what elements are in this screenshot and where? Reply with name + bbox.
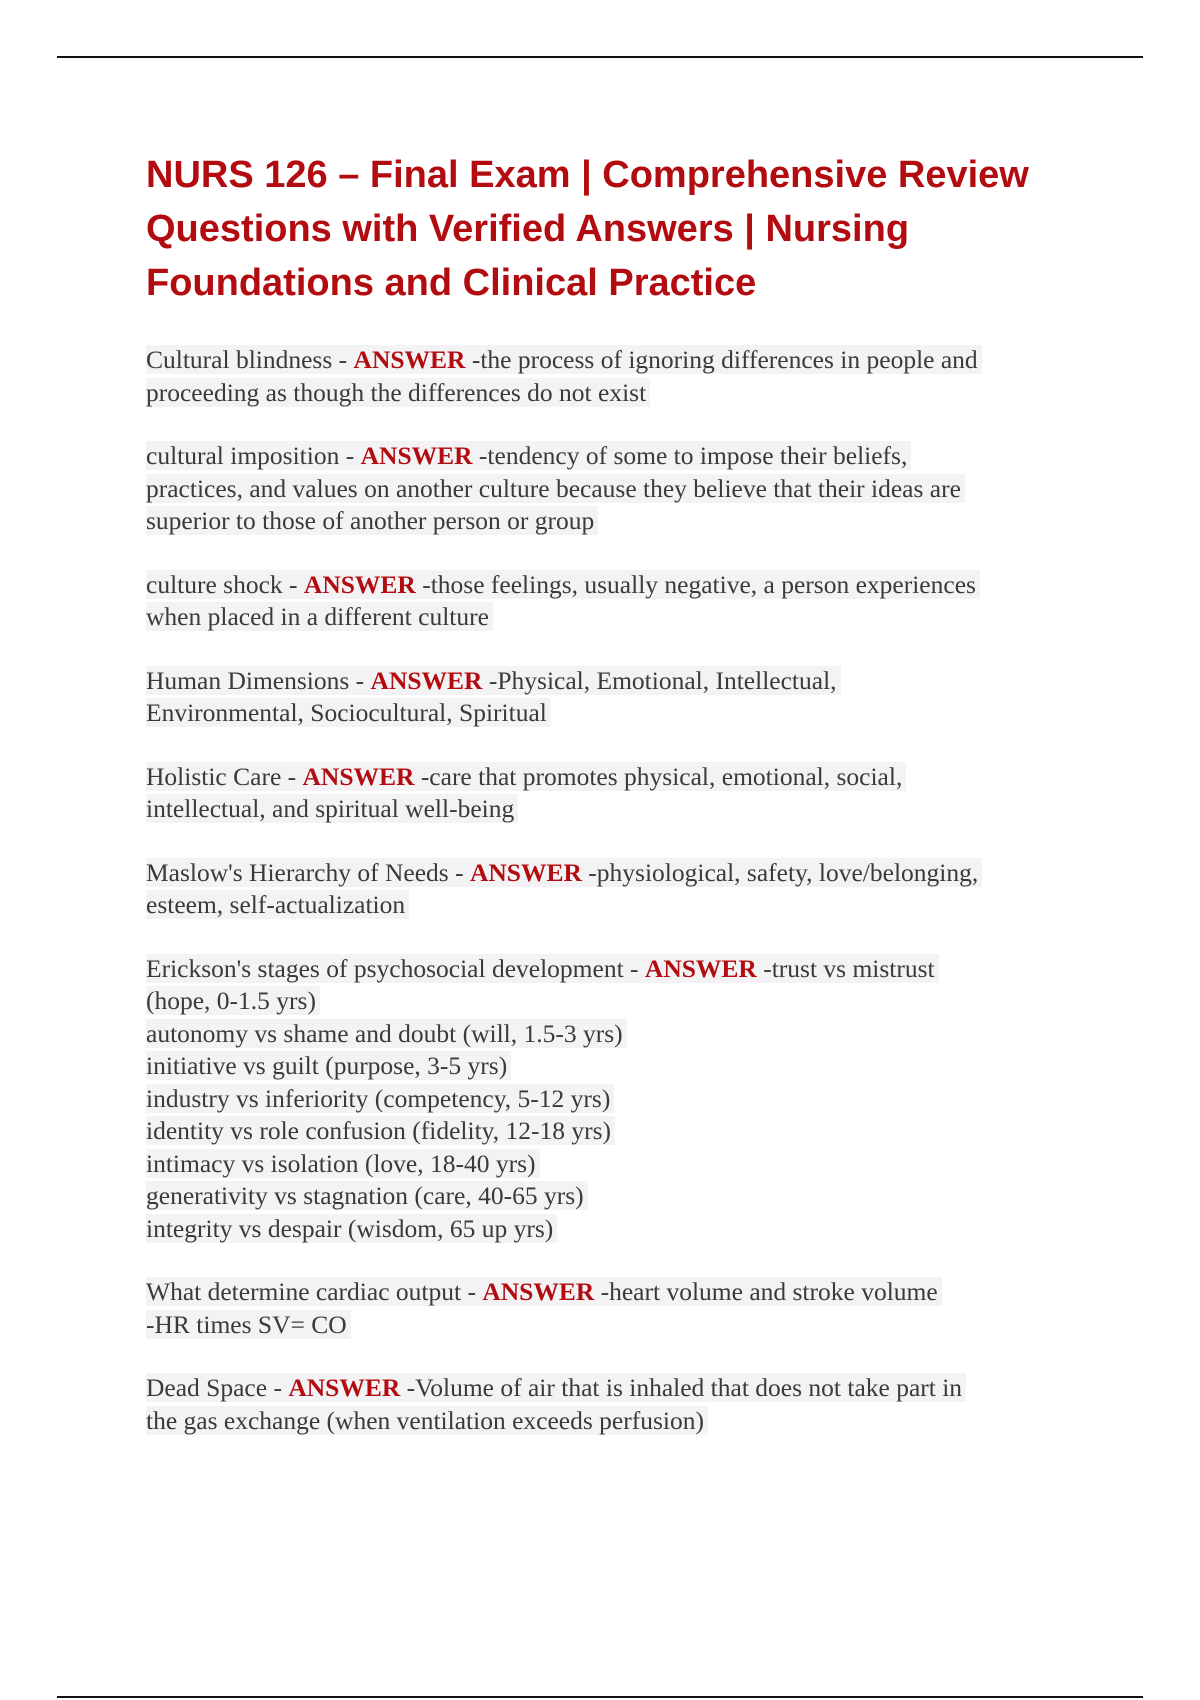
answer-text: generativity vs stagnation (care, 40-65 yrs) [146, 1181, 584, 1210]
qa-entry [146, 440, 1096, 538]
answer-text: -those feelings, usually negative, a person experiences [422, 569, 976, 599]
qa-line-text [146, 1116, 615, 1145]
answer-keyword: ANSWER [303, 569, 416, 599]
qa-line-text [146, 698, 551, 727]
qa-line-text [146, 506, 598, 535]
qa-line-text [146, 1373, 966, 1402]
qa-line [146, 344, 1096, 377]
term-text: Cultural blindness - [146, 345, 354, 374]
qa-line-text [146, 762, 906, 791]
qa-line-text [146, 1310, 351, 1339]
qa-line-text [146, 794, 518, 823]
term-text: Holistic Care - [146, 761, 303, 791]
qa-line [146, 377, 1096, 410]
answer-text: practices, and values on another culture because they believe that their ideas are [146, 473, 961, 503]
qa-entry [146, 569, 1096, 634]
answer-text: identity vs role confusion (fidelity, 12-18 yrs) [146, 1116, 612, 1145]
qa-line-text [146, 474, 965, 503]
qa-line [146, 857, 1096, 890]
answer-keyword: ANSWER [469, 857, 582, 887]
qa-line [146, 473, 1096, 506]
qa-line-text [146, 441, 911, 470]
qa-line [146, 1148, 1096, 1181]
qa-line-text [146, 570, 980, 599]
qa-line [146, 569, 1096, 602]
answer-keyword: ANSWER [353, 345, 466, 374]
qa-entry [146, 857, 1096, 922]
answer-text: autonomy vs shame and doubt (will, 1.5-3 yrs) [146, 1018, 623, 1048]
qa-line-text [146, 1406, 708, 1435]
term-text: Dead Space - [146, 1373, 289, 1402]
qa-line-text [146, 1214, 557, 1243]
qa-line [146, 1405, 1096, 1438]
qa-line [146, 505, 1096, 538]
qa-line-text [146, 345, 982, 374]
answer-text: superior to those of another person or group [146, 506, 595, 535]
term-text: What determine cardiac output - [146, 1277, 483, 1306]
qa-line [146, 1018, 1096, 1051]
term-text: culture shock - [146, 569, 304, 599]
qa-line [146, 1180, 1096, 1213]
qa-line-text [146, 986, 320, 1015]
term-text: Human Dimensions - [146, 665, 371, 695]
qa-line-text [146, 666, 841, 695]
qa-line-text [146, 1051, 511, 1080]
answer-text: -HR times SV= CO [146, 1309, 347, 1339]
qa-line [146, 1372, 1096, 1405]
qa-entry [146, 344, 1096, 409]
document-title: NURS 126 – Final Exam | Comprehensive Review Questions with Verified Answers | Nursing Foundations and Clinical Practice [146, 154, 1029, 304]
qa-list [146, 344, 1096, 1437]
answer-text: industry vs inferiority (competency, 5-12 yrs) [146, 1083, 611, 1113]
qa-line [146, 440, 1096, 473]
qa-line [146, 953, 1096, 986]
qa-line [146, 1276, 1096, 1309]
qa-entry [146, 1372, 1096, 1437]
answer-text: -physiological, safety, love/belonging, [588, 857, 979, 887]
answer-text: -tendency of some to impose their beliefs, [478, 441, 908, 470]
answer-keyword: ANSWER [644, 953, 757, 983]
term-text: cultural imposition - [146, 441, 361, 470]
qa-line [146, 761, 1096, 794]
qa-line-text [146, 1084, 614, 1113]
qa-entry [146, 665, 1096, 730]
term-text: Maslow's Hierarchy of Needs - [146, 857, 470, 887]
qa-line-text [146, 858, 982, 887]
qa-line [146, 889, 1096, 922]
answer-text: the gas exchange (when ventilation exceeds perfusion) [146, 1405, 704, 1435]
qa-line [146, 1050, 1096, 1083]
answer-keyword: ANSWER [370, 665, 483, 695]
qa-entry [146, 953, 1096, 1246]
qa-line-text [146, 1277, 942, 1306]
answer-text: proceeding as though the differences do not exist [146, 377, 647, 407]
answer-text: intellectual, and spiritual well-being [146, 794, 515, 823]
answer-text: -trust vs mistrust [763, 953, 935, 983]
answer-text: initiative vs guilt (purpose, 3-5 yrs) [146, 1051, 508, 1080]
answer-text: -the process of ignoring differences in people and [471, 345, 978, 374]
answer-text: integrity vs despair (wisdom, 65 up yrs) [146, 1213, 554, 1243]
bottom-rule [57, 1696, 1143, 1698]
qa-line-text [146, 602, 493, 631]
answer-text: esteem, self-actualization [146, 890, 406, 919]
qa-entry [146, 761, 1096, 826]
answer-text: -care that promotes physical, emotional, social, [420, 761, 903, 791]
qa-line [146, 601, 1096, 634]
qa-line-text [146, 954, 939, 983]
answer-text: (hope, 0-1.5 yrs) [146, 986, 316, 1015]
answer-text: -heart volume and stroke volume [600, 1277, 938, 1306]
qa-line [146, 1309, 1096, 1342]
answer-text: -Physical, Emotional, Intellectual, [488, 665, 837, 695]
answer-keyword: ANSWER [360, 441, 473, 470]
qa-line-text [146, 378, 650, 407]
qa-line [146, 1213, 1096, 1246]
qa-entry [146, 1276, 1096, 1341]
qa-line-text [146, 1181, 588, 1210]
answer-text: -Volume of air that is inhaled that does not take part in [406, 1373, 963, 1402]
answer-text: Environmental, Sociocultural, Spiritual [146, 698, 547, 727]
answer-text: when placed in a different culture [146, 602, 489, 631]
qa-line [146, 1115, 1096, 1148]
qa-line [146, 665, 1096, 698]
term-text: Erickson's stages of psychosocial development - [146, 953, 645, 983]
answer-keyword: ANSWER [482, 1277, 595, 1306]
document-body [146, 148, 1096, 1468]
qa-line [146, 1083, 1096, 1116]
qa-line [146, 697, 1096, 730]
answer-keyword: ANSWER [302, 761, 415, 791]
answer-text: intimacy vs isolation (love, 18-40 yrs) [146, 1148, 536, 1178]
top-rule [57, 56, 1143, 58]
qa-line-text [146, 1149, 540, 1178]
qa-line-text [146, 1019, 627, 1048]
qa-line [146, 985, 1096, 1018]
qa-line [146, 793, 1096, 826]
answer-keyword: ANSWER [288, 1373, 401, 1402]
qa-line-text [146, 890, 409, 919]
